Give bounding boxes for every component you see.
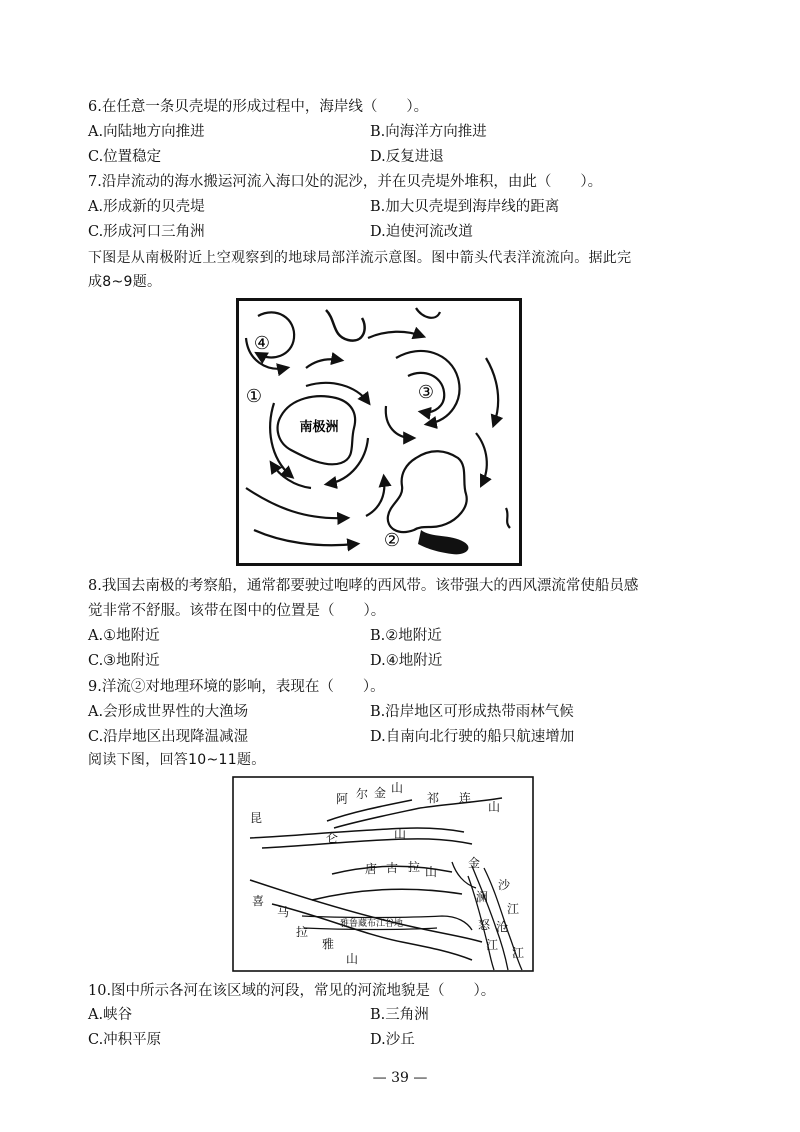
- ocean-current-map: [236, 298, 522, 566]
- q8-option-b[interactable]: B.②地附近: [370, 628, 442, 644]
- q6-option-a[interactable]: A.向陆地方向推进: [88, 124, 205, 140]
- label-h-la: 拉: [296, 925, 309, 939]
- q7-stem: 7.沿岸流动的海水搬运河流入海口处的泥沙，并在贝壳堤外堆积，由此（ ）。: [88, 174, 603, 190]
- q9-option-b[interactable]: B.沿岸地区可形成热带雨林气候: [370, 704, 574, 720]
- label-n-nu: 怒: [478, 918, 491, 932]
- intro-8-9-line2: 成8~9题。: [88, 274, 162, 290]
- label-t-la: 拉: [408, 860, 421, 874]
- q9-stem: 9.洋流②对地理环境的影响，表现在（ ）。: [88, 679, 385, 695]
- label-a-shan2: 山: [391, 781, 404, 795]
- label-j-jiang: 江: [507, 902, 520, 916]
- q8-option-c[interactable]: C.③地附近: [88, 653, 160, 669]
- label-l-jiang: 江: [512, 946, 525, 960]
- label-n-jiang: 江: [486, 938, 499, 952]
- antarctica-label: 南极洲: [299, 420, 339, 435]
- marker-1: ①: [245, 386, 263, 407]
- q10-option-b[interactable]: B.三角洲: [370, 1007, 429, 1023]
- q9-option-a[interactable]: A.会形成世界性的大渔场: [88, 704, 249, 720]
- q8-stem-line1: 8.我国去南极的考察船，通常都要驶过咆哮的西风带。该带强大的西风漂流常使船员感: [88, 578, 639, 594]
- page-number: — 39 —: [372, 1070, 428, 1086]
- label-q-qi: 祁: [427, 791, 440, 805]
- label-a-jin: 尔: [356, 787, 369, 801]
- terrain-map: [232, 776, 534, 972]
- q9-option-d[interactable]: D.自南向北行驶的船只航速增加: [370, 729, 575, 745]
- label-l-cang: 沧: [496, 920, 509, 934]
- label-q-lian: 连: [459, 791, 472, 805]
- label-j-jin: 金: [468, 856, 481, 870]
- q7-option-d[interactable]: D.迫使河流改道: [370, 224, 473, 240]
- intro-8-9-line1: 下图是从南极附近上空观察到的地球局部洋流示意图。图中箭头代表洋流流向。据此完: [88, 250, 632, 266]
- marker-2: ②: [383, 530, 401, 551]
- label-l-lan: 澜: [476, 890, 489, 904]
- intro-10-11: 阅读下图，回答10~11题。: [88, 752, 266, 768]
- marker-3: ③: [417, 382, 435, 403]
- label-h-xi: 喜: [252, 894, 265, 908]
- label-k-lun: 仑: [326, 831, 339, 845]
- label-k-shan: 山: [394, 827, 407, 841]
- q6-option-b[interactable]: B.向海洋方向推进: [370, 124, 487, 140]
- q10-option-c[interactable]: C.冲积平原: [88, 1032, 162, 1048]
- q8-stem-line2: 觉非常不舒服。该带在图中的位置是（ ）。: [88, 603, 386, 619]
- label-q-shan: 山: [488, 800, 501, 814]
- q8-option-a[interactable]: A.①地附近: [88, 628, 160, 644]
- q9-option-c[interactable]: C.沿岸地区出现降温减湿: [88, 729, 249, 745]
- label-a-er: 阿: [336, 792, 349, 806]
- label-t-tang: 唐: [365, 862, 378, 876]
- q10-option-d[interactable]: D.沙丘: [370, 1032, 415, 1048]
- label-k-kun: 昆: [250, 811, 263, 825]
- q7-option-b[interactable]: B.加大贝壳堤到海岸线的距离: [370, 199, 560, 215]
- label-h-ma: 马: [277, 905, 290, 919]
- label-t-shan: 山: [425, 865, 438, 879]
- q7-option-a[interactable]: A.形成新的贝壳堤: [88, 199, 205, 215]
- q6-stem: 6.在任意一条贝壳堤的形成过程中，海岸线（ ）。: [88, 99, 429, 115]
- label-h-ya: 雅: [322, 937, 335, 951]
- q10-stem: 10.图中所示各河在该区域的河段，常见的河流地貌是（ ）。: [88, 983, 496, 999]
- label-a-shan: 金: [374, 786, 387, 800]
- label-h-shan: 山: [346, 952, 359, 966]
- q6-option-c[interactable]: C.位置稳定: [88, 149, 162, 165]
- q7-option-c[interactable]: C.形成河口三角洲: [88, 224, 205, 240]
- q10-option-a[interactable]: A.峡谷: [88, 1007, 133, 1023]
- label-j-sha: 沙: [498, 878, 511, 892]
- label-t-gu: 古: [386, 861, 399, 875]
- marker-4: ④: [253, 333, 271, 354]
- q6-option-d[interactable]: D.反复进退: [370, 149, 444, 165]
- q8-option-d[interactable]: D.④地附近: [370, 653, 443, 669]
- label-valley: 雅鲁藏布江谷地: [340, 919, 404, 929]
